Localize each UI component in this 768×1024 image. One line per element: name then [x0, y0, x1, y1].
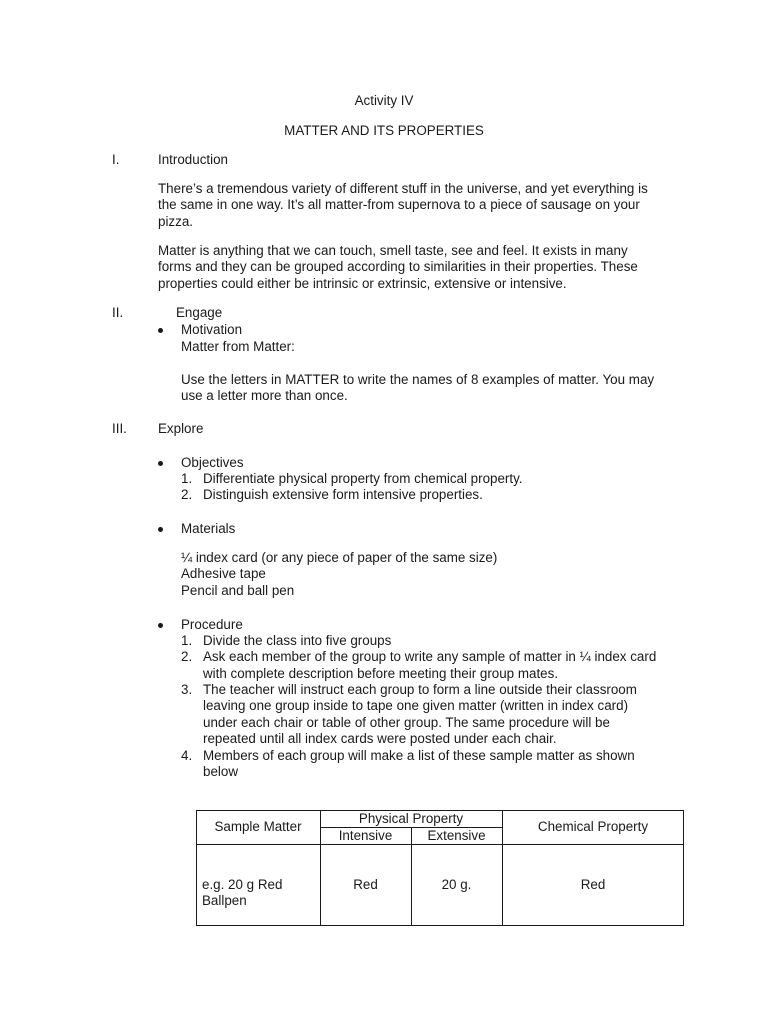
section-numeral-engage: II. [112, 305, 124, 320]
intro-paragraph-2: Matter is anything that we can touch, smell taste, see and feel. It exists in many forms and they can be grouped according to similarities in their properties. These properties could either be intrinsic or extrinsic, extensive or intensive. [158, 243, 638, 291]
table-header-extensive: Extensive [427, 827, 486, 843]
objectives-list: 1. Differentiate physical property from chemical property. 2. Distinguish extensive form intensive properties. [181, 471, 523, 502]
table-header-physical: Physical Property [358, 810, 464, 826]
table-cell-intensive: Red [353, 877, 378, 892]
table-cell-chemical: Red [580, 877, 606, 892]
table-cell-extensive: 20 g. [441, 877, 472, 892]
section-numeral-intro: I. [112, 152, 120, 167]
engage-subheading: Matter from Matter: [181, 339, 295, 354]
activity-title: Activity IV [354, 93, 414, 108]
properties-table [196, 810, 684, 926]
section-heading-engage: Engage [176, 305, 223, 320]
table-header-sample: Sample Matter [214, 819, 302, 834]
intro-paragraph-1: There’s a tremendous variety of different stuff in the universe, and yet everything is the same in one way. It’s all matter-from supernova to a piece of sausage on your pizza. [158, 181, 648, 229]
materials-list [181, 550, 497, 599]
objectives-label: Objectives [181, 455, 244, 470]
procedure-list: 1. Divide the class into five groups 2. Ask each member of the group to write any sample of matter in ¼ index card with complete description before meeting their group mates. 3. The teacher will instruct each group to form a line outside their classroom leaving one group inside to tape one given matter (written in index card) under each chair or table of other group. The same procedure will be repeated until all index cards were posted under each chair. 4. Members of each group will make a list of these sample matter as shown below [181, 633, 657, 779]
section-heading-explore: Explore [158, 421, 204, 436]
bullet-icon [158, 623, 163, 628]
table-header-chemical: Chemical Property [537, 819, 649, 834]
list-item: Adhesive tape [181, 566, 266, 582]
section-heading-intro: Introduction [158, 152, 228, 167]
procedure-label: Procedure [181, 617, 243, 632]
bullet-icon [158, 461, 163, 466]
engage-instruction: Use the letters in MATTER to write the names of 8 examples of matter. You may use a letter more than once. [181, 372, 655, 404]
bullet-icon [158, 328, 163, 333]
engage-bullet-motivation: Motivation [181, 322, 243, 337]
table-cell-sample: e.g. 20 g Red Ballpen [202, 877, 283, 908]
activity-subtitle: MATTER AND ITS PROPERTIES [284, 123, 484, 138]
section-numeral-explore: III. [112, 421, 127, 436]
list-item: Pencil and ball pen [181, 582, 295, 598]
materials-label: Materials [181, 521, 236, 536]
bullet-icon [158, 527, 163, 532]
table-header-intensive: Intensive [338, 827, 393, 843]
list-item: ¼ index card (or any piece of paper of the same size) [181, 550, 498, 565]
